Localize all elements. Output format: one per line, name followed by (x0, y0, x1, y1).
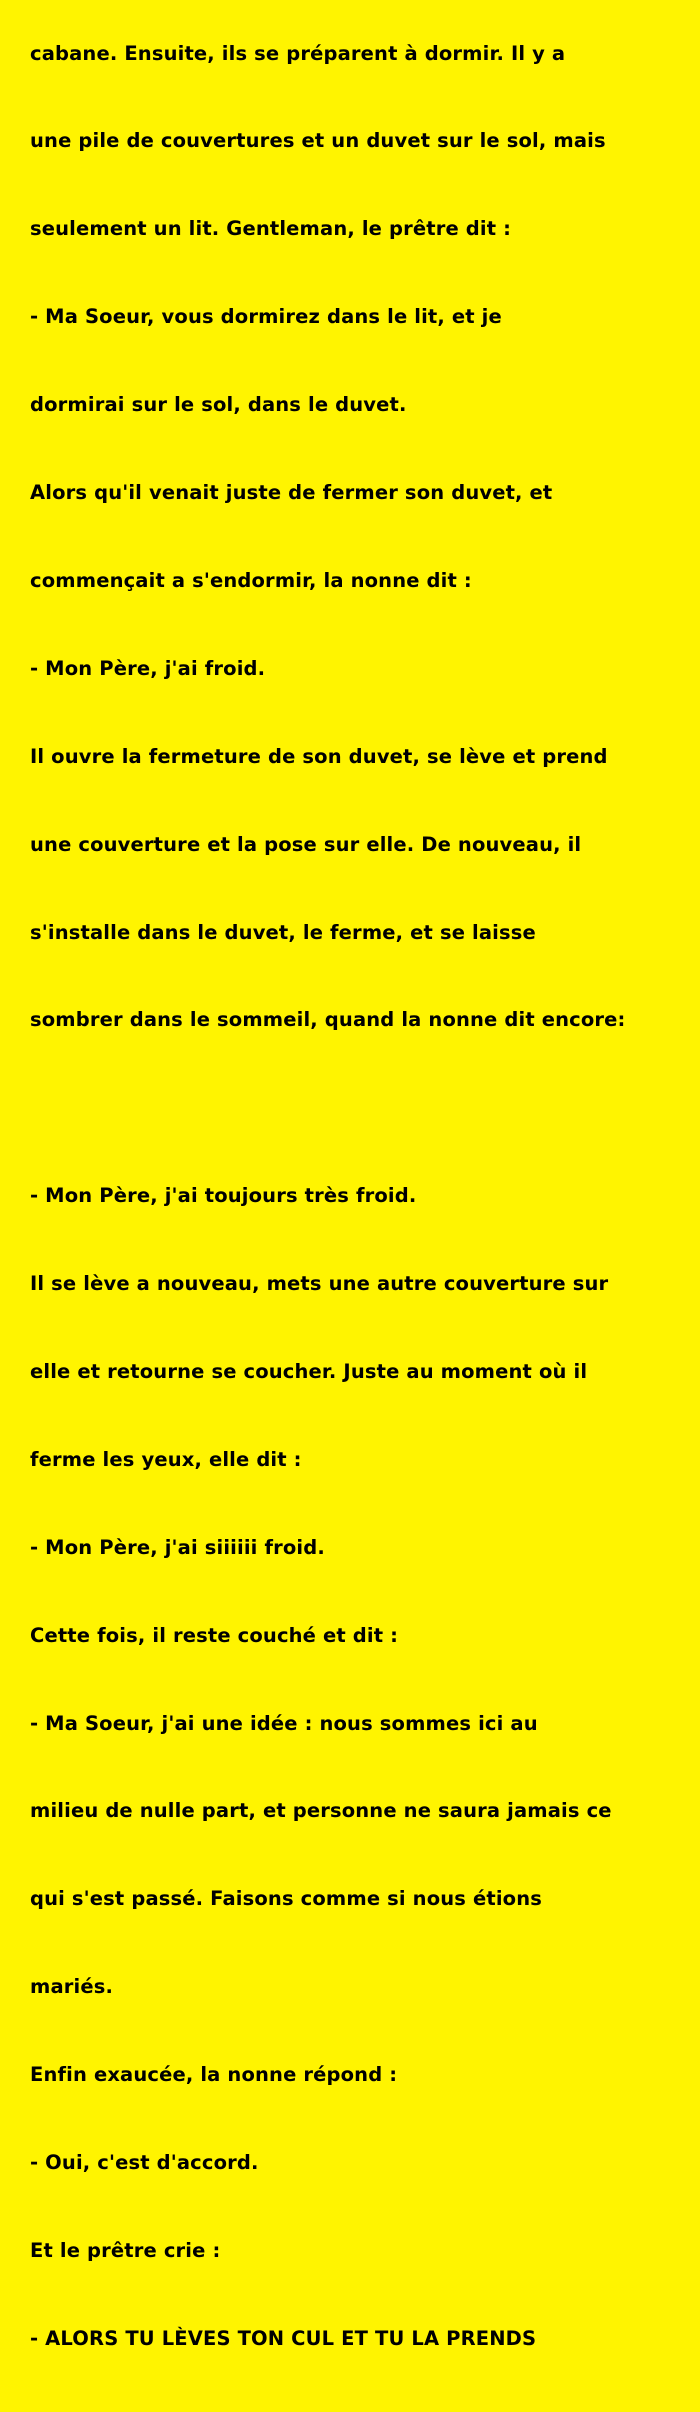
story-line: Cette fois, il reste couché et dit : (30, 1623, 399, 1647)
story-line: - Ma Soeur, vous dormirez dans le lit, et je (30, 305, 502, 329)
story-line: commençait a s'endormir, la nonne dit : (30, 568, 472, 592)
story-line: - Ma Soeur, j'ai une idée : nous sommes ici au (30, 1711, 538, 1735)
story-line: mariés. (30, 1975, 114, 1999)
story-line: dormirai sur le sol, dans le duvet. (30, 393, 407, 417)
story-line (30, 1093, 695, 1122)
story-line: - Mon Père, j'ai siiiiii froid. (30, 1535, 325, 1559)
story-line: - Oui, c'est d'accord. (30, 2150, 259, 2174)
story-line: - Mon Père, j'ai toujours très froid. (30, 1184, 417, 1208)
story-line: milieu de nulle part, et personne ne saura jamais ce (30, 1799, 612, 1823)
story-line: Il se lève a nouveau, mets une autre couverture sur (30, 1272, 609, 1296)
story-line: sombrer dans le sommeil, quand la nonne dit encore: (30, 1008, 626, 1032)
story-line: Il ouvre la fermeture de son duvet, se lève et prend (30, 744, 608, 768)
story-line: s'installe dans le duvet, le ferme, et se laisse (30, 920, 536, 944)
story-line: Et le prêtre crie : (30, 2238, 221, 2262)
story-line: ferme les yeux, elle dit : (30, 1447, 302, 1471)
story-line: - Mon Père, j'ai froid. (30, 656, 266, 680)
story-line: Alors qu'il venait juste de fermer son duvet, et (30, 481, 553, 505)
story-line: une couverture et la pose sur elle. De nouveau, il (30, 832, 582, 856)
story-text (30, 0, 695, 2412)
story-line: qui s'est passé. Faisons comme si nous étions (30, 1887, 542, 1911)
story-line: - ALORS TU LÈVES TON CUL ET TU LA PRENDS (30, 2326, 537, 2350)
story-line: seulement un lit. Gentleman, le prêtre dit : (30, 217, 512, 241)
story-line: une pile de couvertures et un duvet sur le sol, mais (30, 129, 606, 153)
story-line: Enfin exaucée, la nonne répond : (30, 2063, 398, 2087)
story-line: elle et retourne se coucher. Juste au moment où il (30, 1359, 588, 1383)
story-line: cabane. Ensuite, ils se préparent à dormir. Il y a (30, 41, 566, 65)
